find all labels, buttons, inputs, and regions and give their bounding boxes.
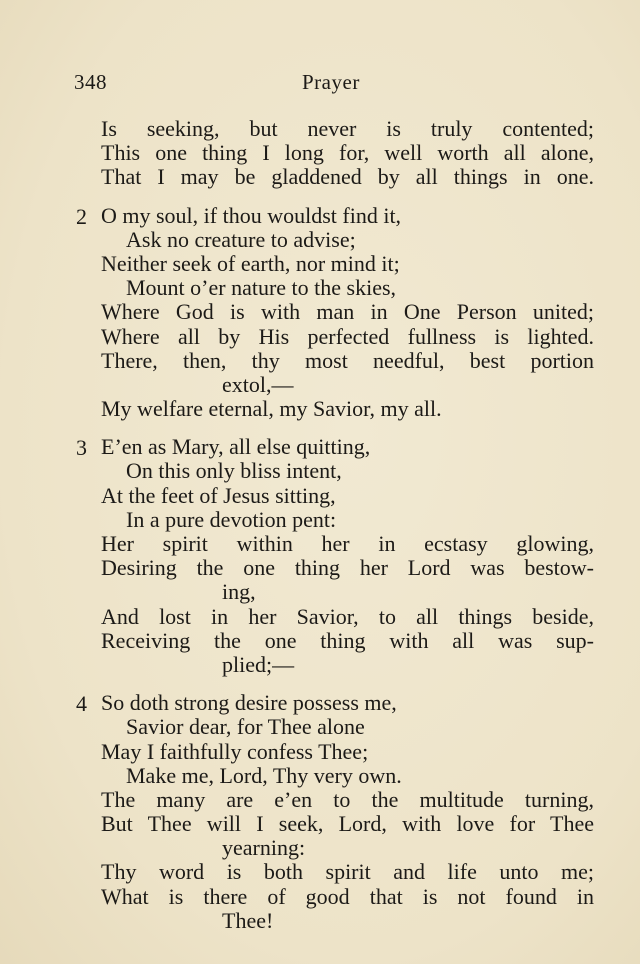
- stanza-continuation: [0, 117, 640, 190]
- page-header: [0, 70, 640, 100]
- verse-line: The many are e’en to the multitude turning,: [101, 786, 594, 812]
- verse-line: Her spirit within her in ecstasy glowing,: [101, 531, 594, 556]
- stanza-2: [0, 204, 640, 422]
- verse-line: May I faithfully confess Thee;: [101, 738, 369, 764]
- verse-line: Thee!: [222, 907, 274, 933]
- verse-line: yearning:: [222, 835, 306, 861]
- verse-line: Where all by His perfected fullness is lighted.: [101, 323, 594, 349]
- stanza-3: [0, 435, 640, 677]
- running-title: Prayer: [302, 70, 360, 94]
- verse-line: Thy word is both spirit and life unto me;: [101, 859, 594, 885]
- verse-line: There, then, thy most needful, best portion: [101, 347, 594, 373]
- stanza-number: 4: [76, 691, 87, 717]
- verse-line: Where God is with man in One Person united;: [101, 299, 594, 325]
- verse-line: This one thing I long for, well worth all alone,: [101, 140, 594, 166]
- verse-line: Desiring the one thing her Lord was bestow-: [101, 555, 594, 581]
- verse-line: ing,: [222, 579, 256, 605]
- verse-line: And lost in her Savior, to all things beside,: [101, 603, 594, 629]
- verse-line: My welfare eternal, my Savior, my all.: [101, 396, 442, 422]
- verse-line: E’en as Mary, all else quitting,: [101, 434, 371, 460]
- verse-line: Ask no creature to advise;: [126, 226, 356, 252]
- stanza-4: [0, 691, 640, 933]
- verse-line: But Thee will I seek, Lord, with love for Thee: [101, 811, 594, 837]
- stanza-number: 2: [76, 203, 87, 229]
- verse-line: Make me, Lord, Thy very own.: [126, 762, 402, 788]
- hymn-text: [0, 117, 640, 933]
- verse-line: On this only bliss intent,: [126, 458, 342, 484]
- verse-line: What is there of good that is not found in: [101, 883, 594, 909]
- verse-line: That I may be gladdened by all things in one.: [101, 164, 594, 190]
- verse-line: At the feet of Jesus sitting,: [101, 482, 336, 508]
- verse-line: O my soul, if thou wouldst find it,: [101, 202, 402, 228]
- verse-line: Is seeking, but never is truly contented;: [101, 116, 594, 141]
- verse-line: Neither seek of earth, nor mind it;: [101, 250, 400, 276]
- stanza-number: 3: [76, 435, 87, 461]
- verse-line: Savior dear, for Thee alone: [126, 714, 365, 740]
- verse-line: In a pure devotion pent:: [126, 506, 337, 532]
- verse-line: Mount o’er nature to the skies,: [126, 275, 397, 301]
- page-number: 348: [74, 70, 107, 94]
- verse-line: extol,—: [222, 371, 294, 397]
- verse-line: plied;—: [222, 651, 295, 677]
- verse-line: So doth strong desire possess me,: [101, 690, 397, 716]
- verse-line: Receiving the one thing with all was sup-: [101, 627, 594, 653]
